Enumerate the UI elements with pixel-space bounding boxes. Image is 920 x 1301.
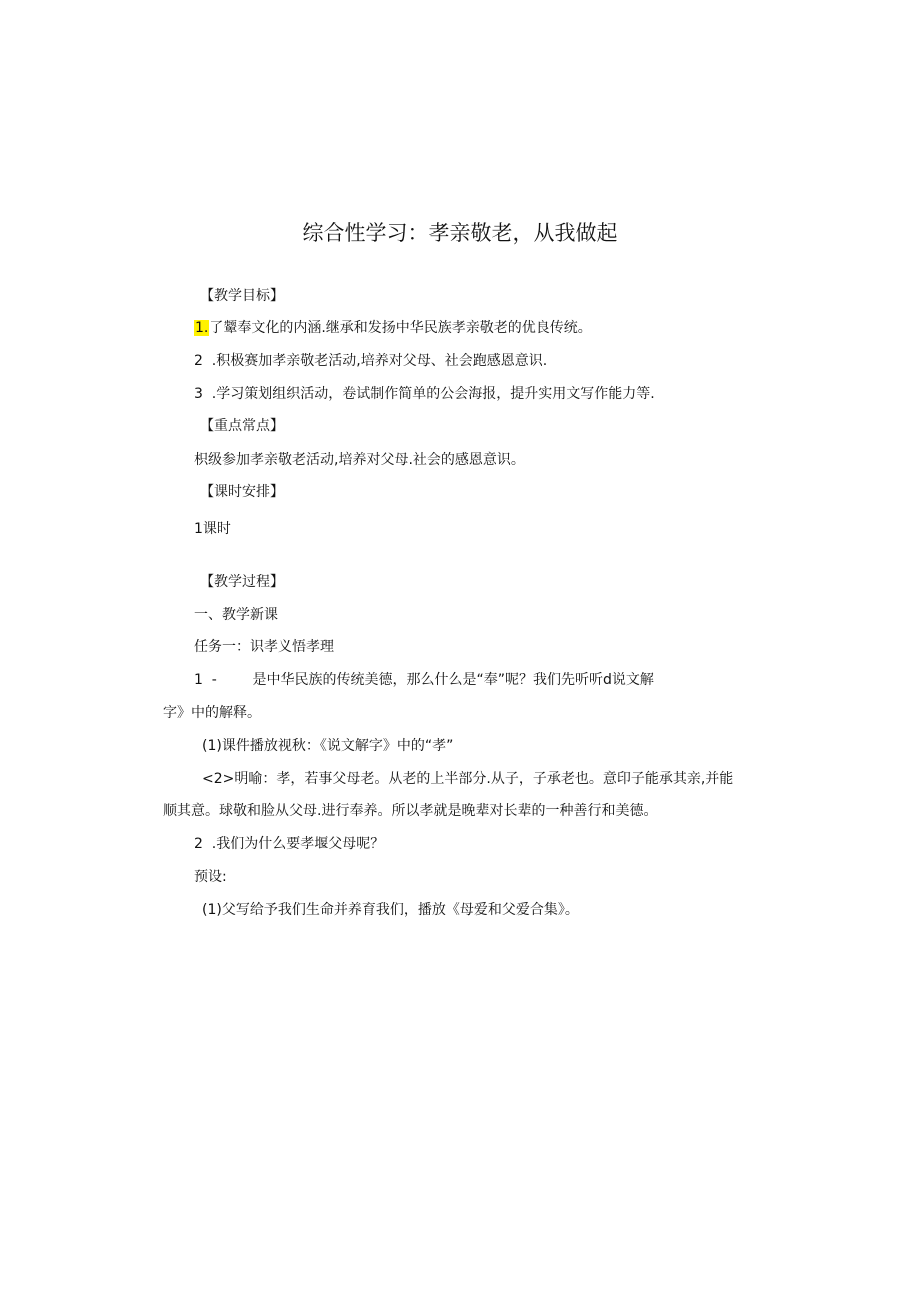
- key-points-text: 枳级参加孝亲敬老活动,培养对父母.社会的感恩意识。: [194, 452, 525, 468]
- question-1-line-2: 字》中的解释。: [163, 705, 261, 721]
- objective-item-1-text: 了颦奉文化的内涵.继承和发扬中华民族孝亲敬老的优良传统。: [209, 320, 592, 336]
- question-1-sub-1: (1)课件播放视秋：《说文解字》中的“孝”: [202, 738, 454, 754]
- page-title: 综合性学习：孝亲敬老，从我做起: [302, 221, 618, 245]
- question-1-sub-2-line-2: 顺其意。球敬和脸从父母.进行奉养。所以孝就是晚辈对长辈的一种善行和美德。: [163, 803, 658, 819]
- key-points-header: 【重点常点】: [200, 418, 284, 434]
- objective-item-3: 3 .学习策划组织活动，卷试制作简单的公会海报，提升实用文写作能力等.: [194, 386, 655, 402]
- objectives-header: 【教学目标】: [200, 288, 284, 304]
- preset-label: 预设:: [194, 869, 227, 885]
- question-1-sub-2-line-1: <2>明喻：孝，若事父母老。从老的上半部分.从子，子承老也。意印子能承其亲,并能: [202, 771, 734, 787]
- section-new-lesson: 一、教学新课: [194, 607, 278, 623]
- schedule-header: 【课时安排】: [200, 484, 284, 500]
- schedule-text: 1课时: [194, 521, 231, 537]
- process-header: 【教学过程】: [200, 574, 284, 590]
- objective-item-1-number: 1.: [195, 320, 209, 336]
- question-2: 2 .我们为什么要孝堰父母呢？: [194, 836, 385, 852]
- task-one: 任务一：识孝义悟孝理: [194, 639, 334, 655]
- question-1-line-1: 1 - 是中华民族的传统美德，那么什么是“奉”呢？我们先听听d说文解: [194, 672, 654, 688]
- objective-item-1: [194, 318, 592, 338]
- objective-item-2: 2 .积极赛加孝亲敬老活动,培养对父母、社会跑感恩意识.: [194, 353, 548, 369]
- preset-item-1: (1)父写给予我们生命并养育我们，播放《母爱和父爱合集》。: [202, 902, 579, 918]
